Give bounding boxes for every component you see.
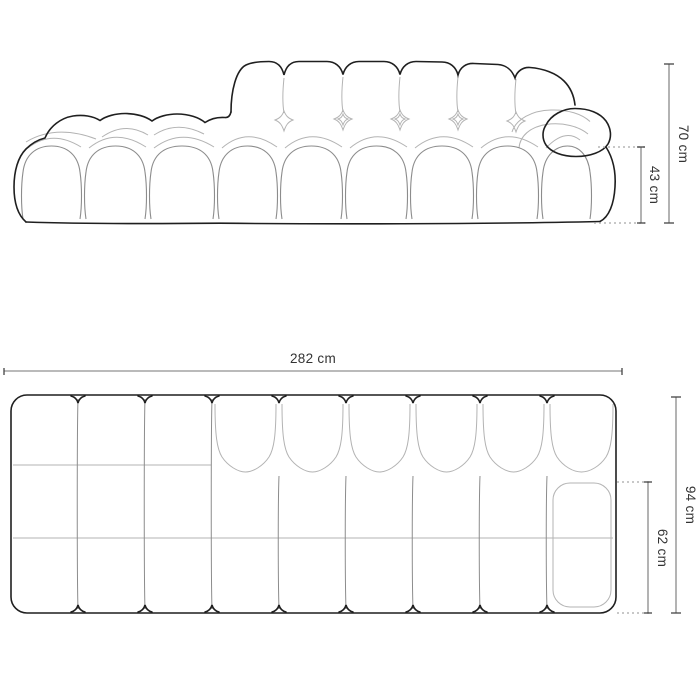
- chaise-cushion-arc: [154, 127, 204, 135]
- seat-cushion-outline: [477, 146, 539, 219]
- junction-notch-top: [406, 396, 420, 403]
- backrest-divider: [399, 77, 400, 112]
- column-divider: [546, 476, 547, 609]
- plan-backrest-cushion: [416, 404, 477, 472]
- plan-backrest-cushion: [550, 404, 613, 472]
- column-divider: [479, 476, 480, 609]
- plan-backrest-cushion: [215, 404, 276, 472]
- seat-cushion-outline: [411, 146, 474, 219]
- seat-cushion-outline: [22, 146, 82, 219]
- elevation-inner-lines: [26, 77, 590, 148]
- plan-dotted-lines: [617, 482, 651, 613]
- plan-dimension-lines: [4, 371, 676, 613]
- column-divider: [144, 399, 145, 609]
- plan-silhouette: [11, 395, 616, 613]
- extension-dotted-lines: [594, 147, 646, 223]
- label-seat-height: 43 cm: [647, 165, 662, 205]
- elevation-seat-cushions: [22, 146, 592, 219]
- backrest-divider: [283, 78, 284, 113]
- backrest-divider: [457, 77, 458, 112]
- backrest-divider: [515, 79, 516, 114]
- junction-notch-top: [473, 396, 487, 403]
- column-divider: [412, 476, 413, 609]
- plan-armrest-outline: [553, 483, 611, 607]
- armrest-back-cushion: [519, 124, 588, 148]
- right-edge-outline: [600, 147, 615, 222]
- column-divider: [77, 399, 78, 609]
- label-total-height: 70 cm: [676, 124, 691, 164]
- base-line: [26, 222, 600, 224]
- label-total-depth: 94 cm: [683, 485, 698, 525]
- chaise-cushion-arc: [102, 128, 148, 137]
- seat-cushion-outline: [542, 146, 592, 219]
- plan-backrest-cushion: [349, 404, 410, 472]
- plan-dimensions: [4, 351, 698, 613]
- junction-notch-top: [272, 396, 286, 403]
- tuft-star: [507, 112, 525, 132]
- elevation-silhouette: [14, 62, 615, 224]
- plan-dimension-labels: [290, 351, 698, 567]
- armrest-outline: [543, 109, 610, 157]
- plan-backrest-cushion: [282, 404, 343, 472]
- seat-cushion-outline: [85, 146, 147, 219]
- plan-inner-lines: [13, 404, 613, 607]
- plan-backrest-cushion: [483, 404, 544, 472]
- seat-cushion-outline: [281, 146, 343, 219]
- elevation-view: [14, 62, 691, 224]
- column-divider: [278, 476, 279, 609]
- seat-cushion-outline: [218, 146, 278, 219]
- column-divider: [211, 399, 212, 609]
- junction-notch-top: [339, 396, 353, 403]
- column-divider: [345, 476, 346, 609]
- label-seat-depth: 62 cm: [655, 528, 670, 568]
- tuft-star: [275, 111, 293, 131]
- backrest-divider: [342, 77, 343, 112]
- plan-outer-outline: [11, 395, 616, 613]
- seat-cushion-outline: [150, 146, 215, 219]
- seat-cushion-outline: [346, 146, 408, 219]
- junction-notch-top: [540, 396, 554, 403]
- label-total-width: 282 cm: [289, 351, 337, 366]
- plan-view: [4, 351, 698, 613]
